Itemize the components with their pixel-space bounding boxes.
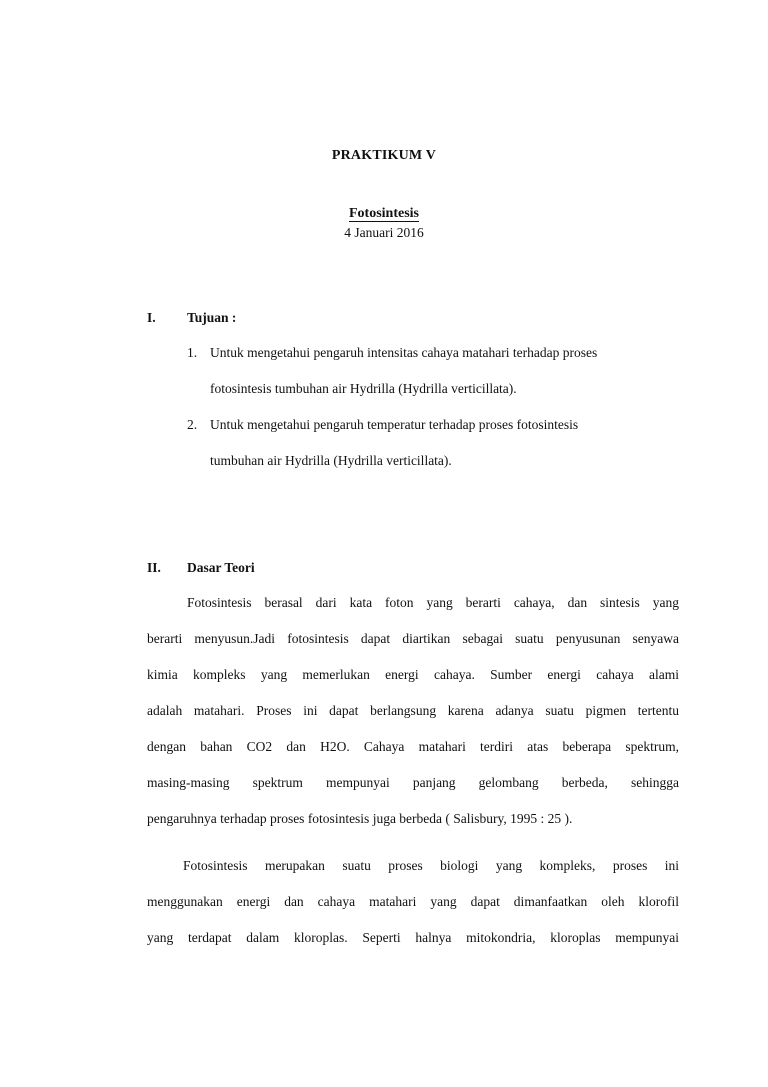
para1-line-5: dengan bahan CO2 dan H2O. Cahaya matahari terdiri atas beberapa spektrum,: [147, 739, 679, 754]
objective-1-number: 1.: [187, 345, 198, 360]
para1-line-4: adalah matahari. Proses ini dapat berlangsung karena adanya suatu pigmen tertentu: [147, 703, 679, 718]
objective-1-line-2: fotosintesis tumbuhan air Hydrilla (Hydrilla verticillata).: [210, 381, 517, 396]
objective-1-line-1: Untuk mengetahui pengaruh intensitas cahaya matahari terhadap proses: [210, 345, 598, 360]
page-title: PRAKTIKUM V: [331, 148, 437, 163]
para1-line-2: berarti menyusun.Jadi fotosintesis dapat diartikan sebagai suatu penyusunan senyawa: [147, 631, 679, 646]
section-2-heading: Dasar Teori: [187, 560, 255, 575]
section-1-number: I.: [147, 310, 156, 325]
subtitle-text: Fotosintesis: [349, 206, 419, 221]
page-subtitle: [0, 206, 768, 222]
para1-line-1: Fotosintesis berasal dari kata foton yang berarti cahaya, dan sintesis yang: [187, 595, 679, 610]
objective-2-line-1: Untuk mengetahui pengaruh temperatur terhadap proses fotosintesis: [210, 417, 579, 432]
objective-2-line-2: tumbuhan air Hydrilla (Hydrilla verticillata).: [210, 453, 452, 468]
objective-2-number: 2.: [187, 417, 198, 432]
para1-line-6: masing-masing spektrum mempunyai panjang gelombang berbeda, sehingga: [147, 775, 679, 790]
page-date: 4 Januari 2016: [344, 225, 424, 240]
section-1-heading: Tujuan :: [187, 310, 237, 325]
section-2-number: II.: [147, 560, 161, 575]
para1-line-3: kimia kompleks yang memerlukan energi cahaya. Sumber energi cahaya alami: [147, 667, 679, 682]
para1-line-7: pengaruhnya terhadap proses fotosintesis juga berbeda ( Salisbury, 1995 : 25 ).: [147, 811, 573, 826]
para2-line-3: yang terdapat dalam kloroplas. Seperti halnya mitokondria, kloroplas mempunyai: [147, 930, 679, 945]
para2-line-1: Fotosintesis merupakan suatu proses biologi yang kompleks, proses ini: [183, 858, 679, 873]
para2-line-2: menggunakan energi dan cahaya matahari yang dapat dimanfaatkan oleh klorofil: [147, 894, 679, 909]
